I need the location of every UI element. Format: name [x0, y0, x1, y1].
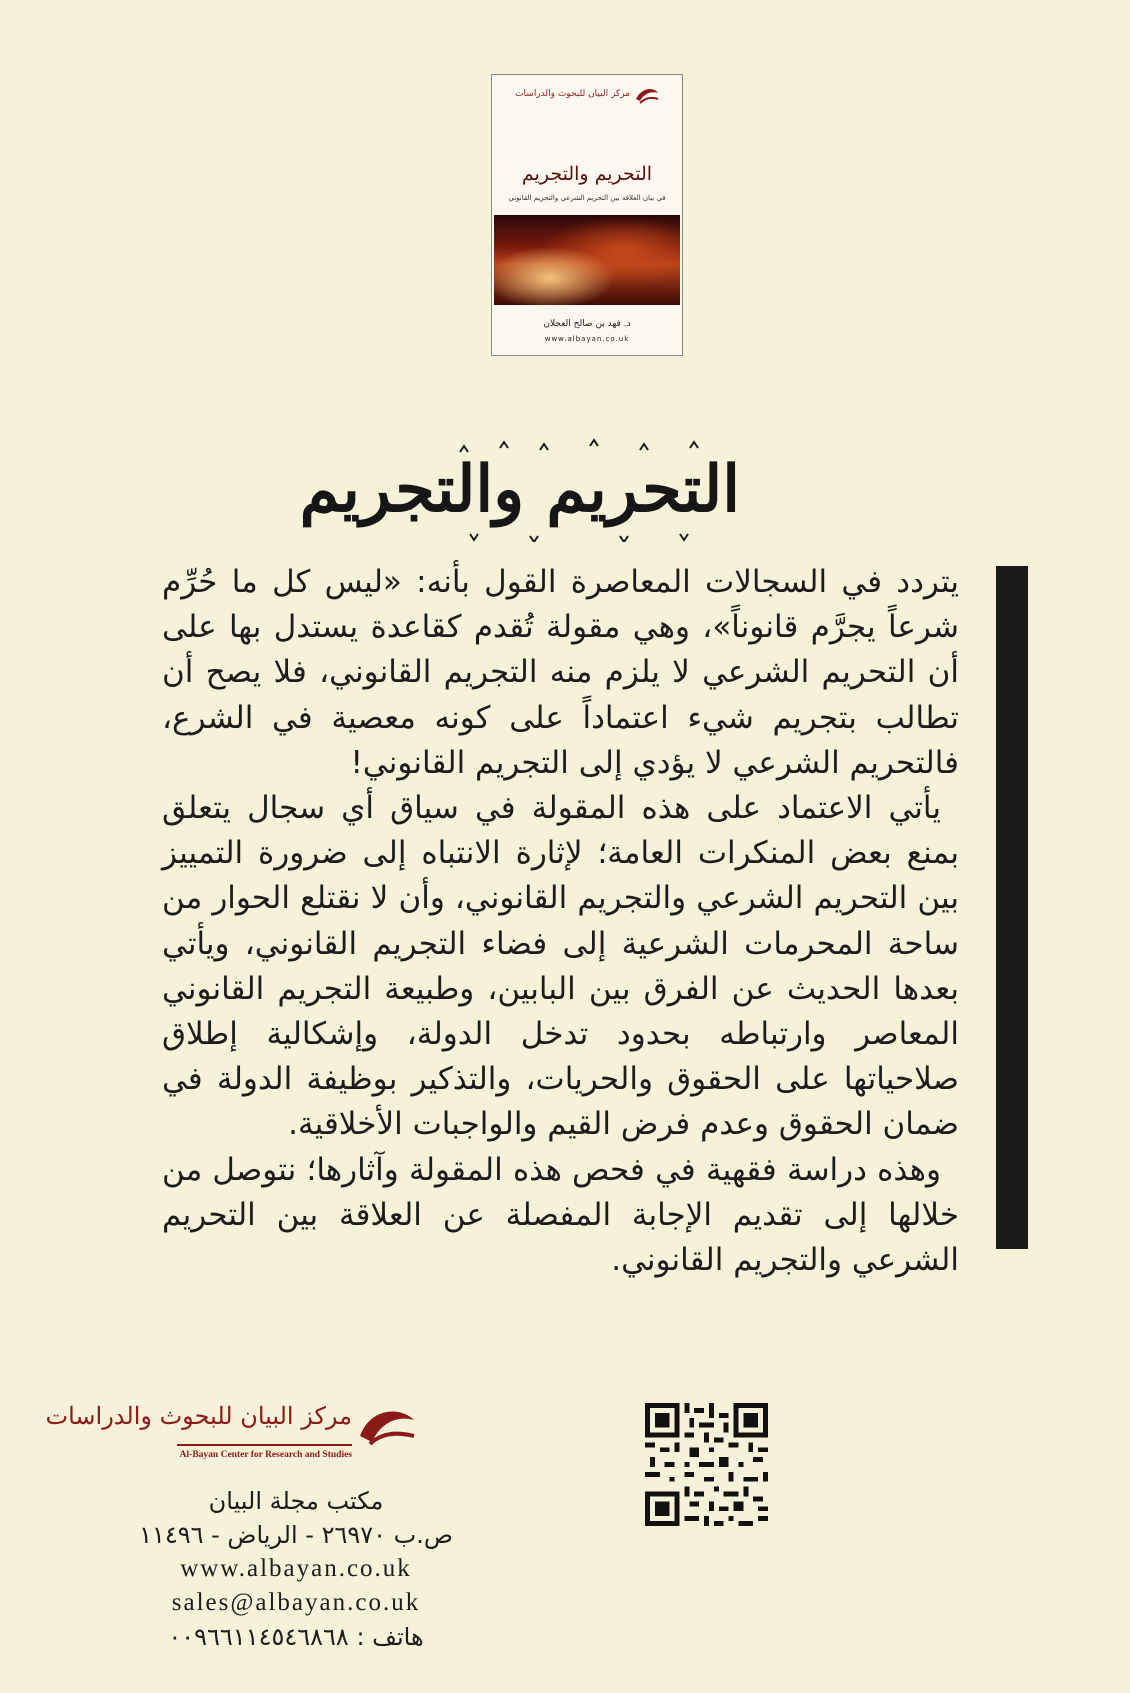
blurb-paragraph-1: يتردد في السجالات المعاصرة القول بأنه: «ليس كل ما حُرِّم شرعاً يجرَّم قانوناً»، وهي مقولة تُقدم كقاعدة يستدل بها على أن التحريم الشرعي لا يلزم منه التجريم القانوني، فلا يصح أن تطالب بتجريم شيء اعتماداً على كونه معصية في الشرع، فالتحريم الشرعي لا يؤدي إلى التجريم القانوني! — [162, 564, 959, 781]
thumbnail-author: د. فهد بن صالح العجلان — [543, 319, 631, 329]
qr-code-icon[interactable] — [645, 1403, 768, 1526]
office-name: مكتب مجلة البيان — [208, 1487, 384, 1515]
phone-number: هاتف : ٠٠٩٦٦١١٤٥٤٦٨٦٨ — [168, 1623, 424, 1651]
po-box: ص.ب ٢٦٩٧٠ - الرياض - ١١٤٩٦ — [139, 1521, 453, 1549]
cover-thumbnail — [491, 74, 683, 356]
thumbnail-title: التحريم والتجريم — [521, 163, 653, 185]
side-bar-divider — [996, 566, 1028, 1249]
publisher-rule — [177, 1444, 352, 1446]
blurb-paragraph-3: وهذه دراسة فقهية في فحص هذه المقولة وآثارها؛ نتوصل من خلالها إلى تقديم الإجابة المفصلة عن العلاقة بين التحريم الشرعي والتجريم القانوني. — [162, 1151, 959, 1279]
thumbnail-subtitle: في بيان العلاقة بين التحريم الشرعي والتجريم القانوني — [508, 194, 666, 202]
blurb-paragraph-2: يأتي الاعتماد على هذه المقولة في سياق أي سجال يتعلق بمنع بعض المنكرات العامة؛ لإثارة الانتباه إلى ضرورة التمييز بين التحريم الشرعي والتجريم القانوني، وأن لا نقتلع الحوار من ساحة المحرمات الشرعية إلى فضاء التجريم القانوني، ويأتي بعدها الحديث عن الفرق بين البابين، وطبيعة التجريم القانوني المعاصر وارتباطه بحدود تدخل الدولة، وإشكالية إطلاق صلاحياتها على الحقوق والحريات، والتذكير بوظيفة الدولة في ضمان الحقوق وعدم فرض القيم والواجبات الأخلاقية. — [162, 790, 959, 1143]
publisher-name-arabic: مركز البيان للبحوث والدراسات — [45, 1402, 352, 1430]
website-link[interactable]: www.albayan.co.uk — [180, 1555, 412, 1582]
thumbnail-website: www.albayan.co.uk — [544, 335, 630, 343]
publisher-logo — [45, 1396, 418, 1482]
albayan-logo-icon — [356, 1402, 418, 1452]
publisher-logo-icon — [634, 85, 660, 107]
book-title: التحريم والتجريم — [299, 452, 740, 527]
thumbnail-cover-image — [494, 215, 680, 305]
email-link[interactable]: sales@albayan.co.uk — [171, 1589, 421, 1616]
thumbnail-publisher: مركز البيان للبحوث والدراسات — [515, 89, 630, 99]
contact-block — [136, 1484, 456, 1654]
blurb-text — [162, 560, 959, 1283]
publisher-name-english: Al-Bayan Center for Research and Studies — [179, 1450, 352, 1460]
